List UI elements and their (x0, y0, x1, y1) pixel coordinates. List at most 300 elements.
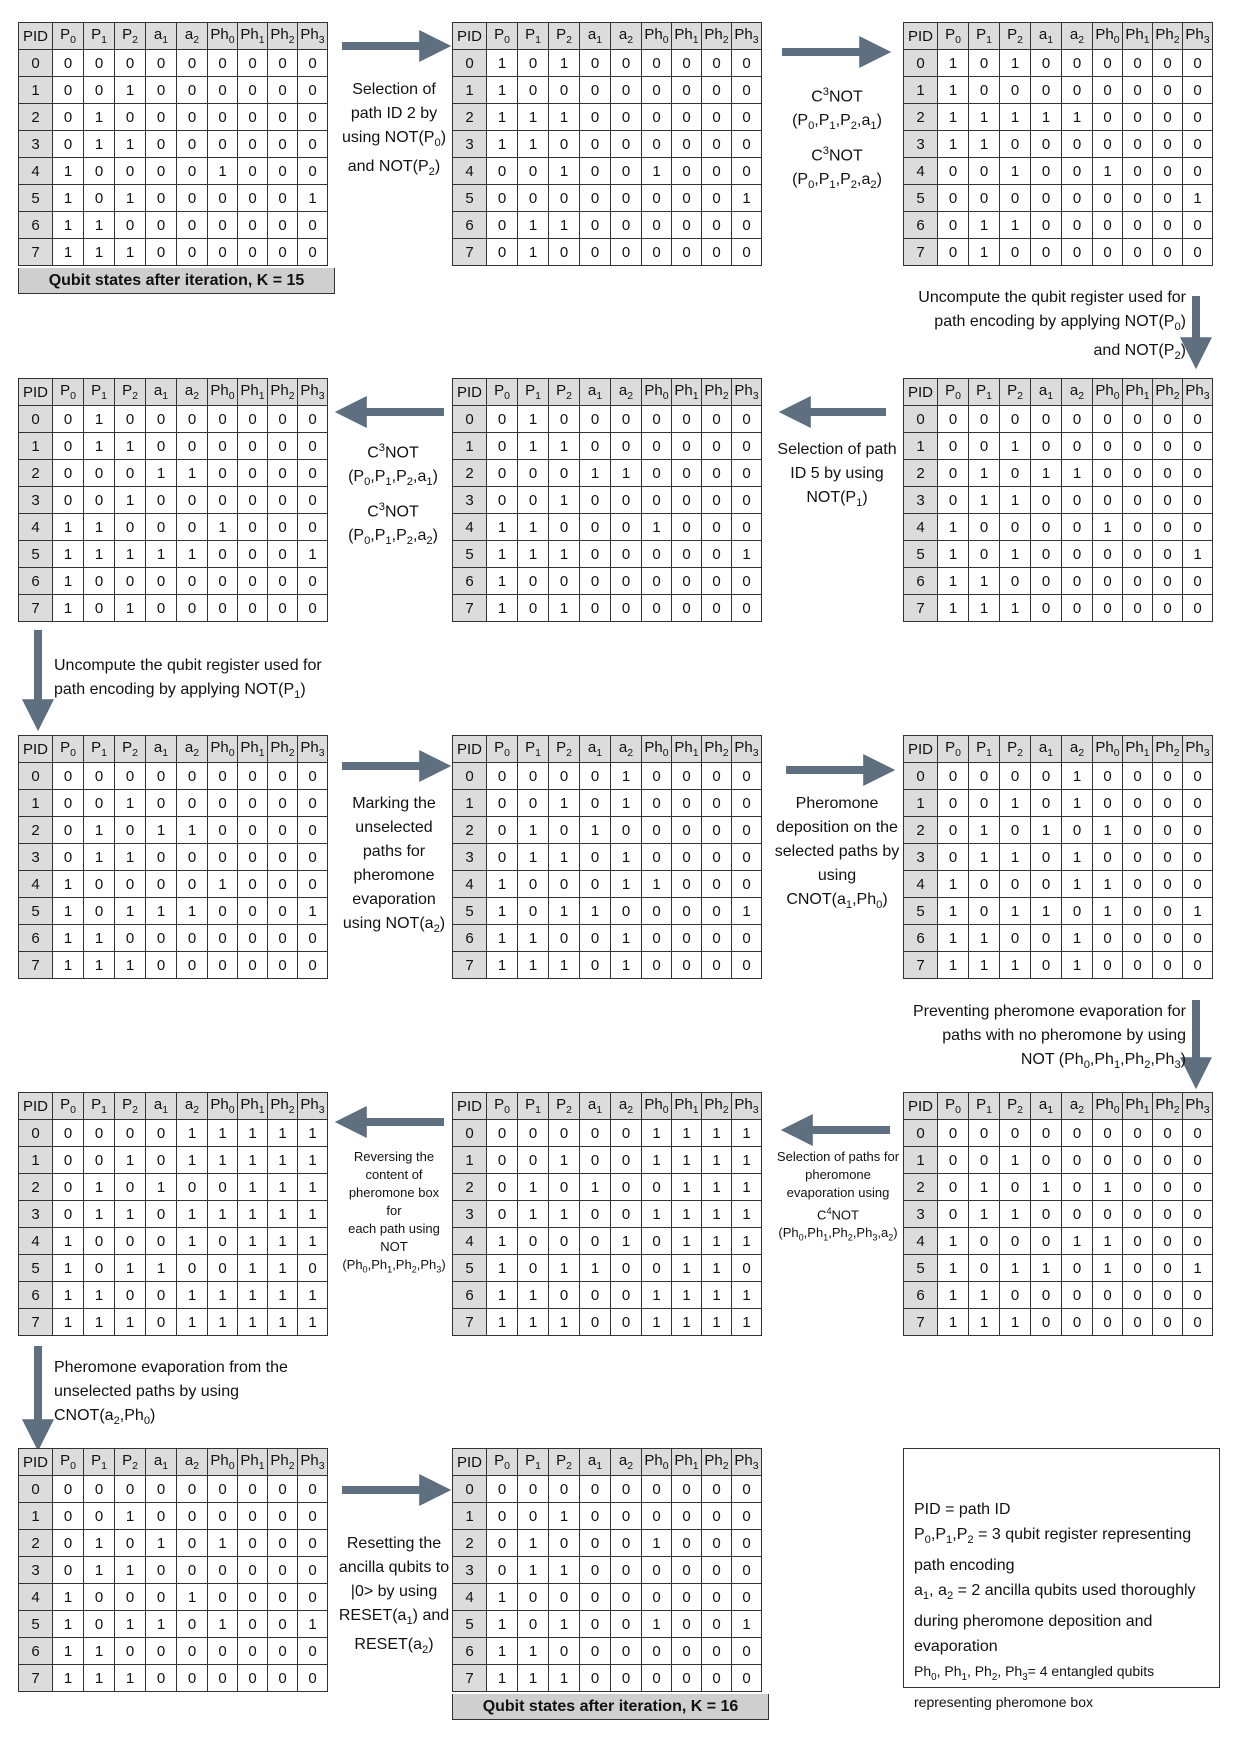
column-header-a1: $a_1$ (1031, 1093, 1062, 1120)
column-header-pid: PID (19, 23, 53, 50)
qubit-cell: 0 (580, 763, 611, 790)
qubit-cell: 0 (1093, 568, 1123, 595)
qubit-cell: 0 (1093, 460, 1123, 487)
path-id-cell: 0 (19, 1120, 53, 1147)
table-row (453, 952, 762, 979)
qubit-cell: 0 (642, 541, 672, 568)
qubit-cell: 0 (580, 1201, 611, 1228)
qubit-cell: 0 (1183, 158, 1213, 185)
qubit-cell: 0 (938, 239, 969, 266)
table-row (453, 104, 762, 131)
qubit-cell: 1 (115, 790, 146, 817)
qubit-cell: 0 (938, 844, 969, 871)
qubit-cell: 0 (177, 1255, 208, 1282)
qubit-cell: 0 (580, 433, 611, 460)
qubit-cell: 0 (611, 595, 642, 622)
qubit-cell: 0 (53, 763, 84, 790)
qubit-cell: 1 (732, 898, 762, 925)
table-row (19, 1665, 328, 1692)
table-row (904, 433, 1213, 460)
qubit-cell: 0 (611, 131, 642, 158)
qubit-cell: 0 (115, 1584, 146, 1611)
column-header-ph0: $Ph_0$ (208, 1093, 238, 1120)
qubit-cell: 0 (611, 487, 642, 514)
qubit-cell: 0 (611, 1584, 642, 1611)
qubit-cell: 0 (84, 1611, 115, 1638)
qubit-cell: 1 (549, 1309, 580, 1336)
qubit-cell: 1 (1000, 104, 1031, 131)
qubit-cell: 0 (146, 158, 177, 185)
qubit-cell: 0 (1093, 541, 1123, 568)
qubit-cell: 0 (938, 1201, 969, 1228)
qubit-cell: 0 (1183, 212, 1213, 239)
path-id-cell: 4 (904, 1228, 938, 1255)
qubit-cell: 0 (672, 460, 702, 487)
path-id-cell: 4 (904, 871, 938, 898)
qubit-cell: 0 (1031, 541, 1062, 568)
table-row (904, 212, 1213, 239)
column-header-a1: $a_1$ (1031, 23, 1062, 50)
qubit-cell: 1 (53, 871, 84, 898)
qubit-cell: 1 (53, 952, 84, 979)
qubit-cell: 0 (611, 1530, 642, 1557)
qubit-cell: 1 (238, 1201, 268, 1228)
table-row (453, 212, 762, 239)
qubit-table-k16 (452, 1448, 762, 1692)
qubit-cell: 0 (208, 817, 238, 844)
qubit-cell: 1 (518, 1638, 549, 1665)
qubit-cell: 0 (238, 131, 268, 158)
qubit-cell: 0 (208, 568, 238, 595)
qubit-cell: 0 (702, 790, 732, 817)
qubit-cell: 0 (642, 1557, 672, 1584)
qubit-cell: 0 (1183, 1309, 1213, 1336)
column-header-ph1: $Ph_1$ (1123, 379, 1153, 406)
qubit-cell: 1 (518, 212, 549, 239)
qubit-cell: 0 (177, 212, 208, 239)
qubit-cell: 1 (1093, 1228, 1123, 1255)
path-id-cell: 2 (19, 1174, 53, 1201)
column-header-a2: $a_2$ (1062, 1093, 1093, 1120)
qubit-cell: 0 (642, 239, 672, 266)
qubit-cell: 0 (1062, 568, 1093, 595)
qubit-cell: 0 (238, 1476, 268, 1503)
qubit-cell: 0 (84, 185, 115, 212)
qubit-cell: 0 (1062, 433, 1093, 460)
qubit-cell: 1 (732, 1309, 762, 1336)
column-header-ph2: $Ph_2$ (268, 1093, 298, 1120)
column-header-p1: $P_1$ (84, 736, 115, 763)
qubit-cell: 1 (549, 1611, 580, 1638)
qubit-cell: 0 (642, 898, 672, 925)
qubit-cell: 0 (1153, 952, 1183, 979)
column-header-ph3: $Ph_3$ (298, 379, 328, 406)
qubit-table-4 (18, 378, 328, 622)
qubit-cell: 0 (611, 1309, 642, 1336)
table-header-row (19, 736, 328, 763)
qubit-cell: 0 (549, 406, 580, 433)
qubit-cell: 1 (518, 817, 549, 844)
qubit-cell: 0 (1153, 433, 1183, 460)
qubit-cell: 1 (1031, 1255, 1062, 1282)
qubit-cell: 0 (611, 1201, 642, 1228)
qubit-cell: 0 (1031, 952, 1062, 979)
table-row (19, 1584, 328, 1611)
qubit-cell: 0 (969, 433, 1000, 460)
column-header-ph3: $Ph_3$ (732, 1093, 762, 1120)
qubit-cell: 1 (487, 514, 518, 541)
qubit-cell: 1 (487, 77, 518, 104)
qubit-cell: 0 (580, 790, 611, 817)
qubit-cell: 0 (298, 1638, 328, 1665)
qubit-cell: 0 (1123, 158, 1153, 185)
qubit-cell: 1 (1000, 595, 1031, 622)
qubit-cell: 0 (672, 898, 702, 925)
qubit-cell: 0 (177, 131, 208, 158)
qubit-cell: 0 (238, 1665, 268, 1692)
qubit-cell: 1 (53, 1638, 84, 1665)
column-header-ph1: $Ph_1$ (672, 1449, 702, 1476)
qubit-cell: 0 (1031, 158, 1062, 185)
table-row (904, 406, 1213, 433)
qubit-cell: 0 (84, 790, 115, 817)
qubit-cell: 1 (84, 514, 115, 541)
qubit-cell: 0 (53, 1120, 84, 1147)
table-row (904, 158, 1213, 185)
qubit-cell: 1 (298, 1228, 328, 1255)
qubit-cell: 0 (518, 185, 549, 212)
qubit-cell: 0 (580, 185, 611, 212)
path-id-cell: 2 (453, 1530, 487, 1557)
path-id-cell: 2 (453, 460, 487, 487)
qubit-cell: 0 (238, 514, 268, 541)
qubit-cell: 0 (732, 1255, 762, 1282)
qubit-cell: 0 (298, 763, 328, 790)
qubit-cell: 1 (938, 595, 969, 622)
table-row (19, 212, 328, 239)
qubit-cell: 0 (115, 925, 146, 952)
qubit-cell: 0 (208, 1174, 238, 1201)
qubit-cell: 0 (732, 844, 762, 871)
qubit-cell: 1 (549, 104, 580, 131)
qubit-cell: 0 (177, 50, 208, 77)
qubit-cell: 0 (177, 1476, 208, 1503)
qubit-cell: 0 (672, 406, 702, 433)
path-id-cell: 3 (453, 844, 487, 871)
qubit-cell: 0 (1123, 487, 1153, 514)
table-row (453, 487, 762, 514)
qubit-cell: 1 (487, 952, 518, 979)
qubit-cell: 0 (549, 817, 580, 844)
qubit-cell: 0 (177, 1557, 208, 1584)
path-id-cell: 3 (904, 844, 938, 871)
qubit-cell: 0 (177, 104, 208, 131)
qubit-table-5 (452, 378, 762, 622)
path-id-cell: 6 (453, 1282, 487, 1309)
path-id-cell: 6 (19, 1638, 53, 1665)
qubit-cell: 1 (1000, 790, 1031, 817)
qubit-cell: 0 (672, 1665, 702, 1692)
qubit-cell: 0 (732, 1638, 762, 1665)
column-header-pid: PID (453, 379, 487, 406)
qubit-cell: 0 (938, 817, 969, 844)
path-id-cell: 5 (19, 541, 53, 568)
qubit-cell: 0 (1031, 1201, 1062, 1228)
qubit-cell: 0 (1123, 185, 1153, 212)
path-id-cell: 4 (904, 514, 938, 541)
table-row (453, 1503, 762, 1530)
qubit-cell: 0 (1183, 1174, 1213, 1201)
qubit-cell: 0 (1123, 406, 1153, 433)
qubit-cell: 0 (238, 790, 268, 817)
qubit-cell: 1 (969, 925, 1000, 952)
qubit-cell: 0 (208, 790, 238, 817)
qubit-cell: 0 (238, 595, 268, 622)
qubit-cell: 1 (268, 1201, 298, 1228)
qubit-cell: 0 (1183, 925, 1213, 952)
qubit-cell: 1 (208, 1282, 238, 1309)
qubit-cell: 1 (732, 1201, 762, 1228)
column-header-ph2: $Ph_2$ (702, 23, 732, 50)
qubit-cell: 0 (146, 77, 177, 104)
qubit-cell: 0 (208, 844, 238, 871)
qubit-cell: 1 (969, 460, 1000, 487)
qubit-cell: 0 (84, 1228, 115, 1255)
qubit-cell: 0 (549, 1282, 580, 1309)
qubit-cell: 0 (580, 925, 611, 952)
qubit-cell: 0 (518, 460, 549, 487)
qubit-cell: 0 (208, 541, 238, 568)
column-header-p2: $P_2$ (1000, 1093, 1031, 1120)
qubit-cell: 0 (146, 1584, 177, 1611)
column-header-pid: PID (19, 1093, 53, 1120)
column-header-p1: $P_1$ (84, 379, 115, 406)
path-id-cell: 7 (19, 239, 53, 266)
path-id-cell: 6 (453, 925, 487, 952)
qubit-cell: 0 (1183, 131, 1213, 158)
qubit-cell: 0 (268, 50, 298, 77)
qubit-cell: 1 (1062, 1228, 1093, 1255)
qubit-cell: 0 (702, 817, 732, 844)
qubit-cell: 0 (1000, 1174, 1031, 1201)
qubit-cell: 0 (1062, 185, 1093, 212)
qubit-cell: 0 (208, 104, 238, 131)
qubit-cell: 0 (268, 790, 298, 817)
column-header-ph3: $Ph_3$ (298, 736, 328, 763)
path-id-cell: 1 (904, 1147, 938, 1174)
qubit-cell: 0 (732, 487, 762, 514)
qubit-cell: 0 (1093, 212, 1123, 239)
qubit-cell: 0 (672, 1476, 702, 1503)
step-note-4: Selection of path ID 5 by using $NOT(P_1)$ (777, 441, 897, 510)
path-id-cell: 3 (19, 487, 53, 514)
column-header-p2: $P_2$ (115, 736, 146, 763)
column-header-p0: $P_0$ (53, 1449, 84, 1476)
path-id-cell: 7 (19, 595, 53, 622)
table-row (904, 239, 1213, 266)
qubit-cell: 0 (672, 514, 702, 541)
qubit-cell: 0 (518, 898, 549, 925)
table-row (19, 790, 328, 817)
qubit-cell: 0 (1062, 817, 1093, 844)
qubit-cell: 0 (84, 871, 115, 898)
qubit-cell: 0 (268, 131, 298, 158)
table-row (19, 1255, 328, 1282)
qubit-cell: 0 (208, 131, 238, 158)
qubit-cell: 0 (1062, 239, 1093, 266)
qubit-cell: 0 (672, 844, 702, 871)
path-id-cell: 3 (904, 131, 938, 158)
qubit-cell: 0 (642, 131, 672, 158)
qubit-cell: 0 (1123, 239, 1153, 266)
qubit-cell: 1 (115, 1255, 146, 1282)
qubit-cell: 0 (1093, 433, 1123, 460)
qubit-cell: 0 (518, 77, 549, 104)
qubit-cell: 0 (53, 1174, 84, 1201)
qubit-cell: 1 (1183, 898, 1213, 925)
qubit-cell: 0 (298, 790, 328, 817)
qubit-cell: 1 (208, 1309, 238, 1336)
qubit-cell: 0 (580, 871, 611, 898)
qubit-cell: 1 (53, 1309, 84, 1336)
column-header-p0: $P_0$ (487, 1093, 518, 1120)
path-id-cell: 0 (904, 1120, 938, 1147)
table-row (19, 406, 328, 433)
qubit-cell: 0 (672, 158, 702, 185)
qubit-cell: 0 (298, 1476, 328, 1503)
qubit-table-12 (903, 1092, 1213, 1336)
path-id-cell: 6 (904, 568, 938, 595)
qubit-cell: 0 (611, 212, 642, 239)
qubit-cell: 1 (672, 1201, 702, 1228)
qubit-cell: 1 (938, 1255, 969, 1282)
qubit-cell: 0 (1000, 460, 1031, 487)
qubit-cell: 1 (969, 844, 1000, 871)
qubit-cell: 1 (642, 1147, 672, 1174)
qubit-cell: 0 (208, 595, 238, 622)
qubit-cell: 0 (672, 433, 702, 460)
qubit-cell: 0 (1062, 1201, 1093, 1228)
column-header-ph2: $Ph_2$ (702, 1093, 732, 1120)
column-header-a2: $a_2$ (611, 379, 642, 406)
qubit-cell: 1 (938, 1282, 969, 1309)
qubit-cell: 0 (642, 487, 672, 514)
table-row (19, 844, 328, 871)
qubit-cell: 0 (1183, 1228, 1213, 1255)
qubit-cell: 0 (672, 1530, 702, 1557)
qubit-cell: 0 (1000, 1282, 1031, 1309)
qubit-cell: 1 (487, 1255, 518, 1282)
qubit-cell: 0 (84, 898, 115, 925)
qubit-cell: 1 (580, 1255, 611, 1282)
qubit-cell: 0 (580, 1120, 611, 1147)
qubit-cell: 0 (1000, 406, 1031, 433)
qubit-cell: 1 (115, 1611, 146, 1638)
qubit-cell: 1 (115, 487, 146, 514)
column-header-p0: $P_0$ (53, 23, 84, 50)
column-header-p0: $P_0$ (487, 736, 518, 763)
path-id-cell: 2 (904, 817, 938, 844)
qubit-cell: 0 (487, 817, 518, 844)
qubit-cell: 0 (146, 212, 177, 239)
qubit-cell: 0 (1183, 817, 1213, 844)
qubit-cell: 0 (969, 185, 1000, 212)
qubit-cell: 0 (1062, 1120, 1093, 1147)
qubit-cell: 0 (611, 541, 642, 568)
qubit-cell: 0 (177, 1611, 208, 1638)
table-row (904, 952, 1213, 979)
qubit-cell: 1 (969, 817, 1000, 844)
qubit-cell: 1 (115, 131, 146, 158)
column-header-a2: $a_2$ (1062, 23, 1093, 50)
qubit-cell: 1 (732, 541, 762, 568)
qubit-cell: 0 (208, 77, 238, 104)
table-row (453, 595, 762, 622)
qubit-table-k15 (18, 22, 328, 266)
qubit-cell: 1 (298, 1282, 328, 1309)
column-header-ph2: $Ph_2$ (268, 379, 298, 406)
qubit-cell: 0 (938, 406, 969, 433)
qubit-cell: 1 (1062, 952, 1093, 979)
qubit-cell: 0 (969, 1147, 1000, 1174)
path-id-cell: 3 (904, 1201, 938, 1228)
qubit-cell: 1 (732, 1174, 762, 1201)
qubit-cell: 1 (969, 568, 1000, 595)
qubit-cell: 1 (938, 1228, 969, 1255)
qubit-cell: 0 (1031, 1282, 1062, 1309)
qubit-cell: 0 (487, 212, 518, 239)
column-header-ph3: $Ph_3$ (732, 379, 762, 406)
column-header-p0: $P_0$ (53, 1093, 84, 1120)
qubit-cell: 0 (611, 239, 642, 266)
qubit-cell: 0 (702, 898, 732, 925)
qubit-cell: 0 (268, 487, 298, 514)
column-header-ph1: $Ph_1$ (1123, 1093, 1153, 1120)
qubit-cell: 1 (580, 817, 611, 844)
qubit-cell: 0 (238, 1638, 268, 1665)
qubit-cell: 1 (549, 212, 580, 239)
qubit-cell: 1 (487, 131, 518, 158)
qubit-cell: 0 (1153, 1120, 1183, 1147)
qubit-cell: 0 (642, 1228, 672, 1255)
qubit-cell: 0 (1093, 1147, 1123, 1174)
qubit-cell: 0 (1183, 1120, 1213, 1147)
qubit-cell: 1 (84, 844, 115, 871)
qubit-cell: 1 (177, 1147, 208, 1174)
table-row (453, 1120, 762, 1147)
qubit-cell: 0 (642, 212, 672, 239)
column-header-p0: $P_0$ (938, 23, 969, 50)
qubit-cell: 0 (238, 1530, 268, 1557)
qubit-cell: 1 (1031, 1174, 1062, 1201)
qubit-cell: 0 (84, 460, 115, 487)
qubit-cell: 1 (146, 817, 177, 844)
column-header-ph0: $Ph_0$ (208, 1449, 238, 1476)
qubit-cell: 1 (938, 871, 969, 898)
qubit-cell: 0 (1153, 131, 1183, 158)
table-row (19, 541, 328, 568)
column-header-ph1: $Ph_1$ (672, 736, 702, 763)
column-header-pid: PID (19, 1449, 53, 1476)
qubit-cell: 1 (177, 898, 208, 925)
qubit-cell: 1 (487, 1611, 518, 1638)
qubit-cell: 0 (702, 158, 732, 185)
qubit-cell: 0 (1000, 1228, 1031, 1255)
column-header-pid: PID (904, 736, 938, 763)
qubit-cell: 0 (238, 1584, 268, 1611)
column-header-p2: $P_2$ (549, 736, 580, 763)
qubit-cell: 0 (177, 925, 208, 952)
